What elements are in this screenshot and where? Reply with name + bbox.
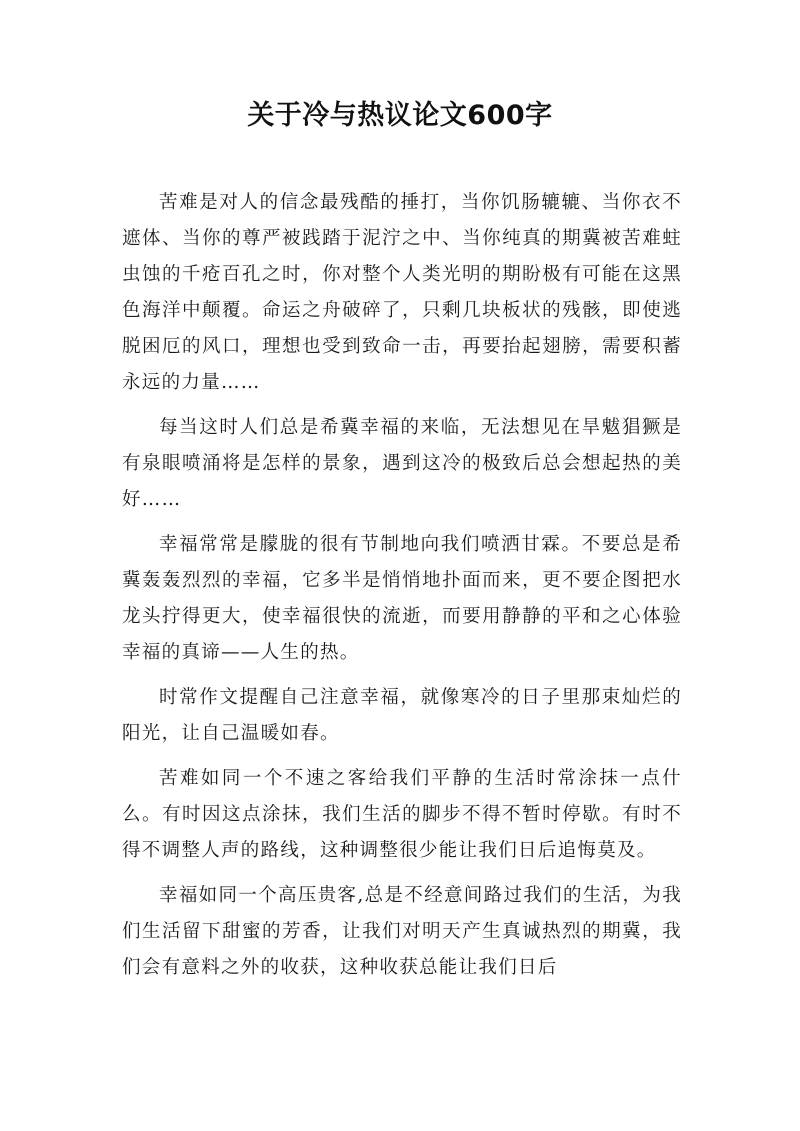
paragraph-3: 幸福常常是朦胧的很有节制地向我们喷洒甘霖。不要总是希冀轰轰烈烈的幸福，它多半是悄悄地扑面而来，更不要企图把水龙头拧得更大，使幸福很快的流逝，而要用静静的平和之心体验幸福的真谛——人生的热。 — [122, 534, 682, 663]
paragraph-6: 幸福如同一个高压贵客,总是不经意间路过我们的生活，为我们生活留下甜蜜的芳香，让我们对明天产生真诚热烈的期冀，我们会有意料之外的收获，这种收获总能让我们日后 — [122, 885, 682, 978]
paragraph-2: 每当这时人们总是希冀幸福的来临，无法想见在旱魃猖獗是有泉眼喷涌将是怎样的景象，遇到这冷的极致后总会想起热的美好…… — [122, 417, 682, 510]
paragraph-5: 苦难如同一个不速之客给我们平静的生活时常涂抹一点什么。有时因这点涂抹，我们生活的脚步不得不暂时停歇。有时不得不调整人声的路线，这种调整很少能让我们日后追悔莫及。 — [122, 768, 682, 861]
document-title: 关于冷与热议论文600字 — [247, 100, 553, 131]
paragraph-1: 苦难是对人的信念最残酷的捶打，当你饥肠辘辘、当你衣不遮体、当你的尊严被践踏于泥泞之中、当你纯真的期冀被苦难蛀虫蚀的千疮百孔之时，你对整个人类光明的期盼极有可能在这黑色海洋中颠覆。命运之舟破碎了，只剩几块板状的残骸，即使逃脱困厄的风口，理想也受到致命一击，再要抬起翅膀，需要积蓄永远的力量…… — [122, 192, 682, 393]
paragraph-4: 时常作文提醒自己注意幸福，就像寒冷的日子里那束灿烂的阳光，让自己温暖如春。 — [122, 687, 682, 744]
document-body — [122, 185, 682, 995]
